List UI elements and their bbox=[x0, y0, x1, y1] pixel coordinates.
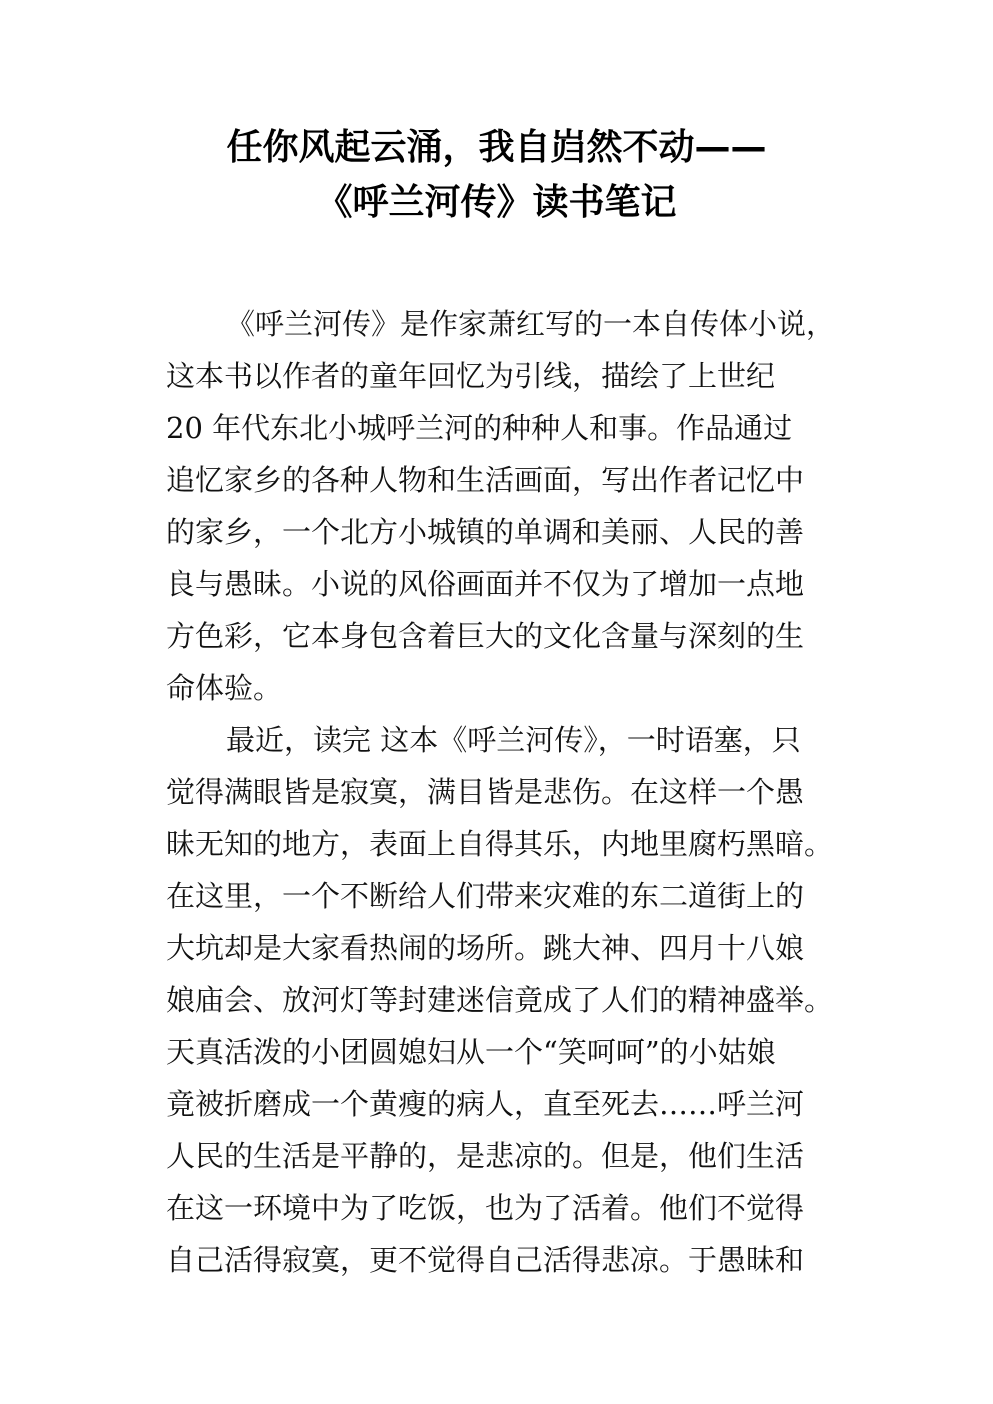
body-line: 《呼兰河传》是作家萧红写的一本自传体小说， bbox=[226, 307, 836, 341]
body-line: 这本书以作者的童年回忆为引线，描绘了上世纪 bbox=[166, 359, 776, 393]
body-line: 良与愚昧。小说的风俗画面并不仅为了增加一点地 bbox=[166, 567, 805, 601]
body-line: 的家乡，一个北方小城镇的单调和美丽、人民的善 bbox=[166, 515, 805, 549]
document-title-line-2: 《呼兰河传》读书笔记 bbox=[316, 182, 677, 223]
body-line: 人民的生活是平静的，是悲凉的。但是，他们生活 bbox=[166, 1139, 805, 1173]
body-line: 追忆家乡的各种人物和生活画面，写出作者记忆中 bbox=[166, 463, 805, 497]
document-title-line-1: 任你风起云涌，我自岿然不动—— bbox=[226, 127, 767, 168]
body-line: 命体验。 bbox=[166, 671, 283, 705]
body-line: 自己活得寂寞，更不觉得自己活得悲凉。于愚昧和 bbox=[166, 1243, 805, 1277]
body-line: 天真活泼的小团圆媳妇从一个“笑呵呵”的小姑娘 bbox=[166, 1035, 776, 1069]
body-line: 在这里，一个不断给人们带来灾难的东二道街上的 bbox=[166, 879, 805, 913]
body-line: 竟被折磨成一个黄瘦的病人，直至死去……呼兰河 bbox=[166, 1087, 805, 1121]
body-line: 20 年代东北小城呼兰河的种种人和事。作品通过 bbox=[166, 411, 793, 445]
body-line: 娘庙会、放河灯等封建迷信竟成了人们的精神盛举。 bbox=[166, 983, 834, 1017]
body-line: 觉得满眼皆是寂寞，满目皆是悲伤。在这样一个愚 bbox=[166, 775, 805, 809]
body-line: 在这一环境中为了吃饭，也为了活着。他们不觉得 bbox=[166, 1191, 805, 1225]
body-line: 方色彩，它本身包含着巨大的文化含量与深刻的生 bbox=[166, 619, 805, 653]
body-line: 最近，读完 这本《呼兰河传》，一时语塞，只 bbox=[226, 723, 801, 757]
body-line: 昧无知的地方，表面上自得其乐，内地里腐朽黑暗。 bbox=[166, 827, 834, 861]
body-line: 大坑却是大家看热闹的场所。跳大神、四月十八娘 bbox=[166, 931, 805, 965]
